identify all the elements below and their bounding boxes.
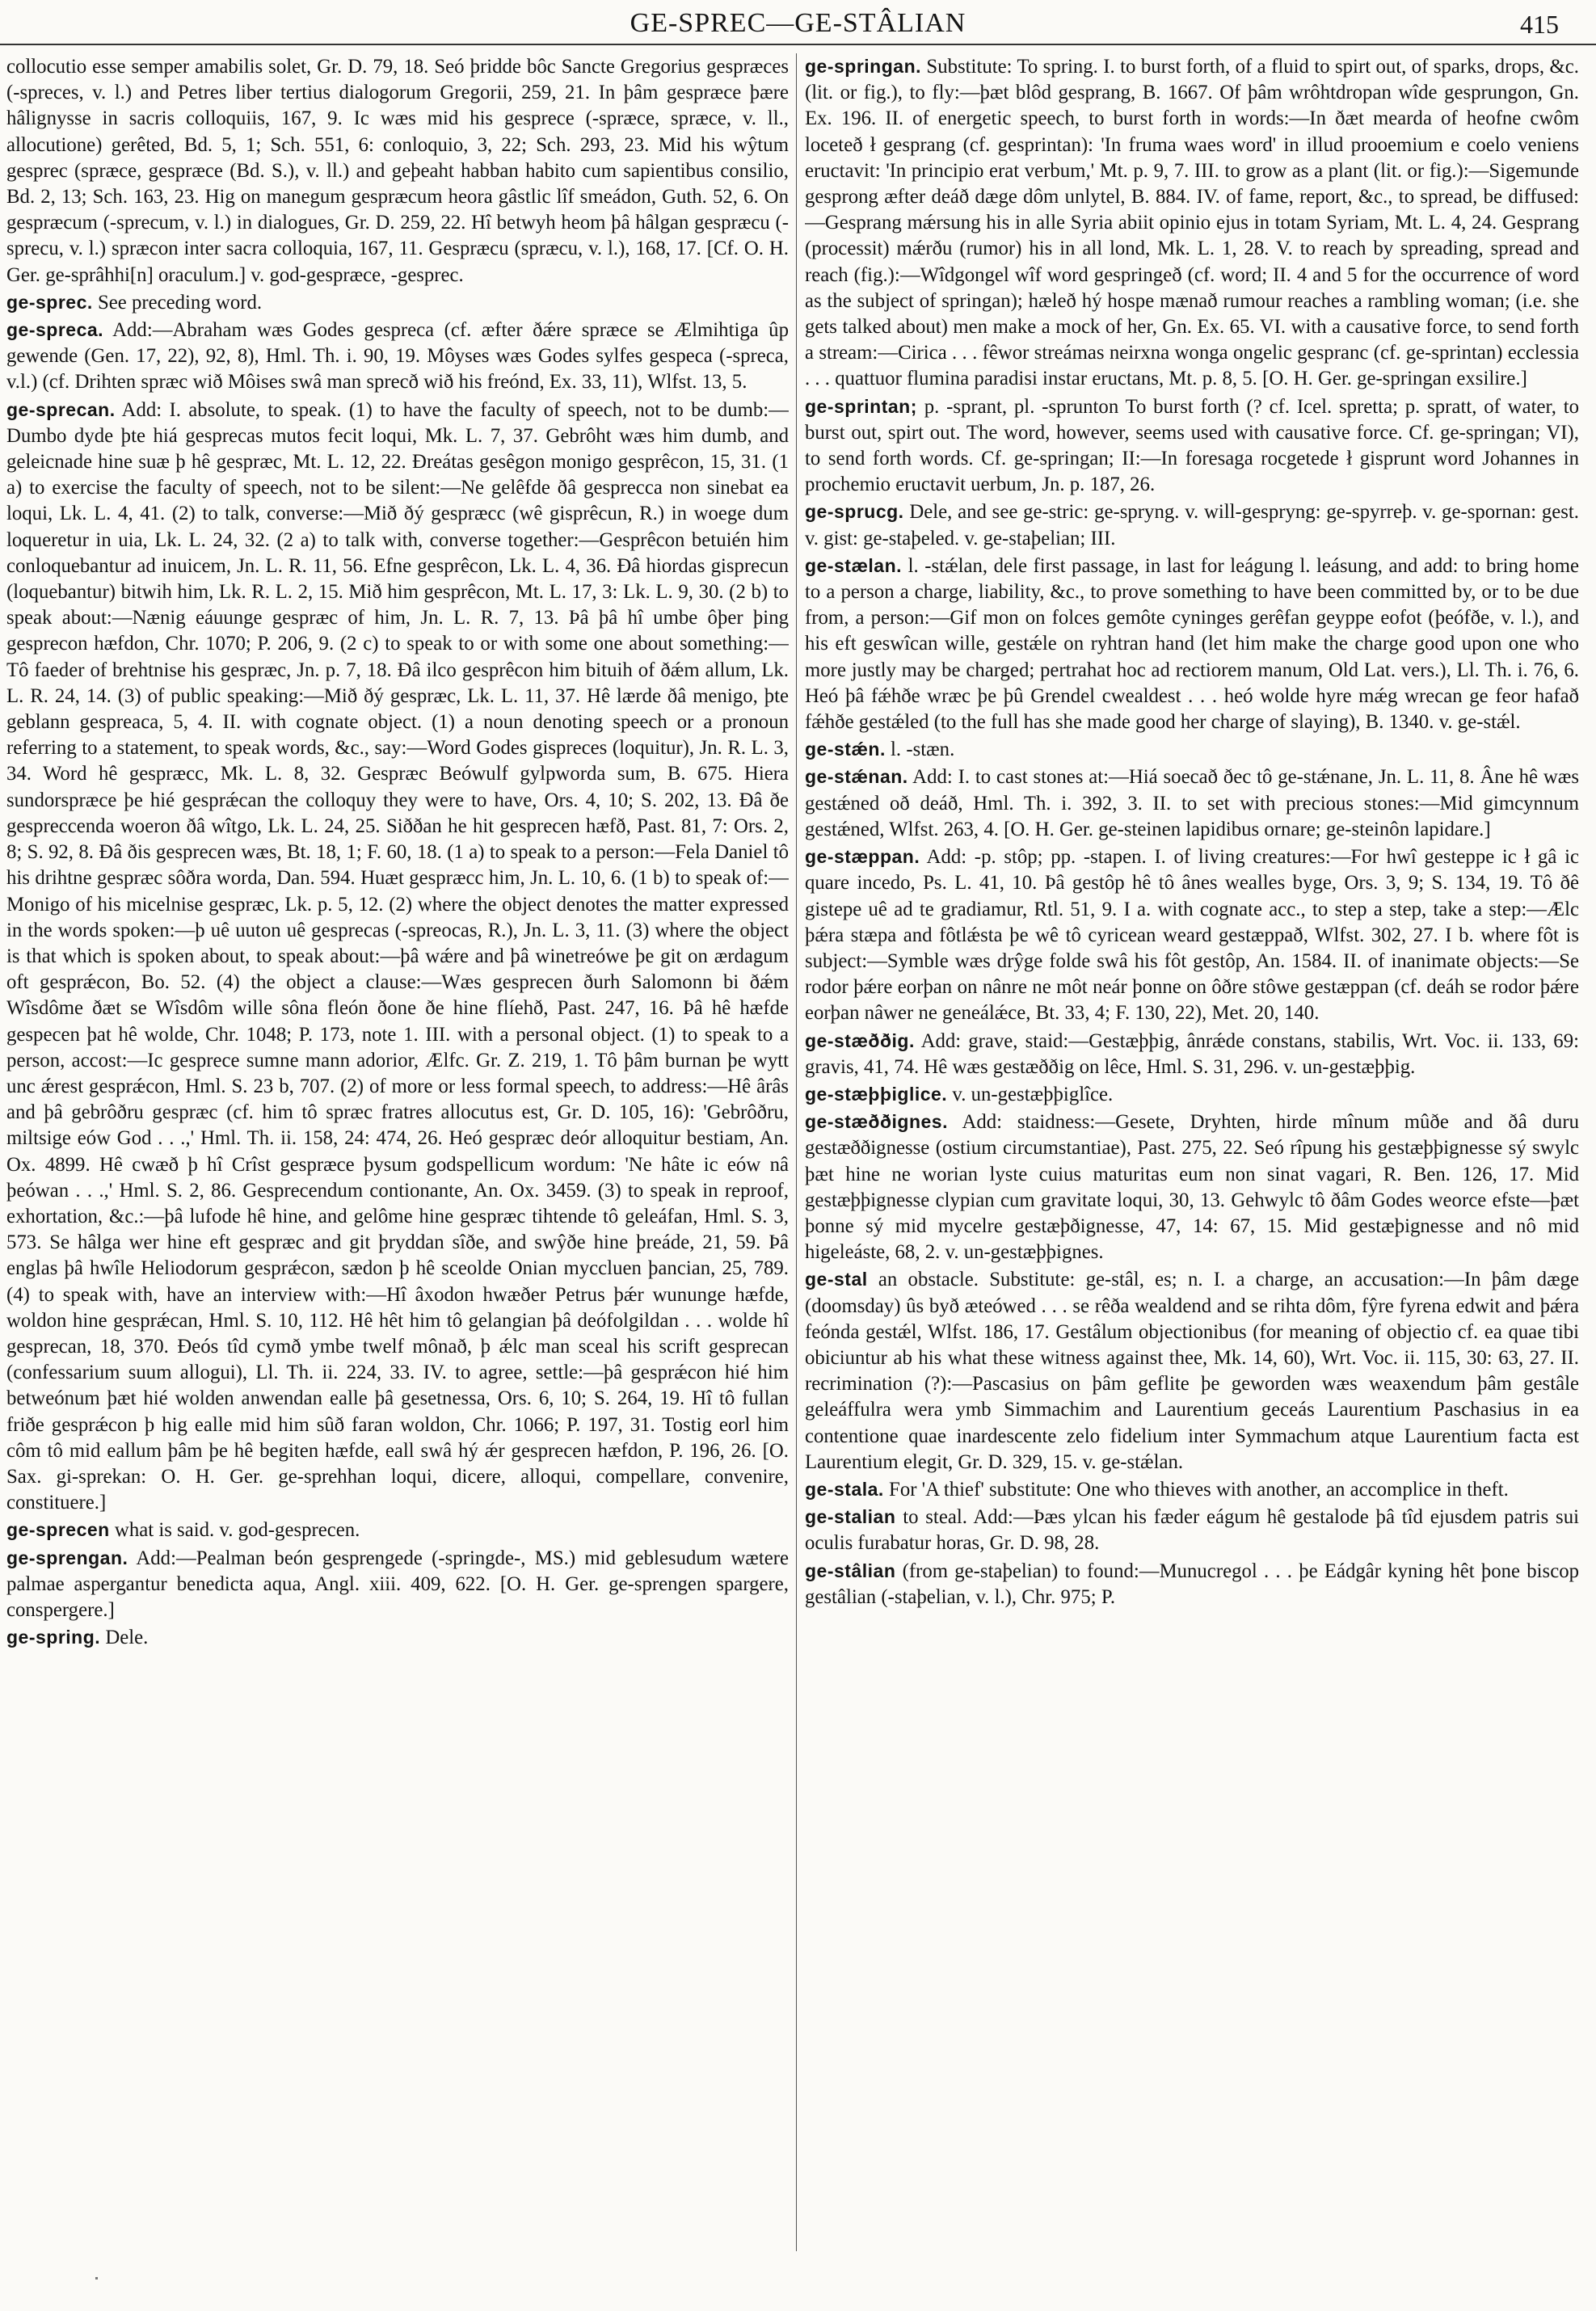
- dictionary-entry: [805, 1558, 1579, 1610]
- entry-text: Dele.: [105, 1627, 149, 1649]
- entry-text: (from ge-staþelian) to found:—Munucregol . . . þe Eádgâr kyning hêt þone biscop gestâlian (-staþelian, v. l.), Chr. 975; P.: [805, 1560, 1579, 1608]
- entry-text: Add: staidness:—Gesete, Dryhten, hirde mînum mûðe and ðâ duru gestæððignesse (ostium circumstantiae), Past. 275, 22. Seó rîpung his gestæþþignesse sý swylc þæt hine ne worian lyste cuius maturitas eum non sinat vagari, R. Ben. 126, 17. Mid gestæþþignesse clypian cum gravitate loqui, 30, 13. Gehwylc tô ðâm Godes weorce efste—þæt þonne sý mid mycelre gestæþðignesse, 47, 14: 67, 15. Mid gestæþignesse and nô mid higeleáste, 68, 2. v. un-gestæþþignes.: [805, 1111, 1579, 1264]
- entry-text: v. un-gestæþþiglîce.: [952, 1083, 1114, 1105]
- dictionary-entry: [805, 1504, 1579, 1556]
- running-head: [0, 5, 1596, 45]
- entry-text: Add:—Abraham wæs Godes gespreca (cf. æfter ðǽre spræce se Ælmihtiga ûp gewende (Gen. 17, 22), 92, 8), Hml. Th. i. 90, 19. Môyses wæs Godes sylfes gespeca (-spreca, v.l.) (cf. Drihten spræc wið Môises swâ man sprecð wið his freónd, Ex. 33, 11), Wlfst. 13, 5.: [6, 319, 789, 394]
- entry-text: an obstacle. Substitute: ge-stâl, es; n. I. a charge, an accusation:—In þâm dæge (doomsday) ûs byð æteówed . . . se rêða wealdend and se rihta dôm, fŷre fyrena edwit and þǽra feónda gestǽl, Wlfst. 186, 17. Gestâlum objectionibus (for meaning of objectio cf. ea quae tibi obiciuntur ab his what these witness against thee, Mk. 14, 60), Wrt. Voc. ii. 115, 30: 63, 27. II. recrimination (?):—Pascasius on þâm geflite þe geworden wæs weaxendum þâm gestâle geleáffulra wera ymb Simmachim and Laurentium geceás Laurentium Paschasius in ea contentione quae inardescente zelo fidelium inter Symmachum atque Laurentium facta est Laurentium elegit, Gr. D. 329, 15. v. ge-stǽlan.: [805, 1269, 1579, 1473]
- entry-text: l. -stǽlan, dele first passage, in last for leágung l. leásung, and add: to bring home to a person a charge, liability, &c., to prove something to have been committed by, or to be due from, a person:—Gif mon on folces gemôte cyninges gerêfan geyppe eofot (þeófðe, v. l.), and his eft geswîcan wille, gestǽle on ryhtran hand (let him make the charge good upon one who more justly may be charged; pertrahat hoc ad rectiorem manum, Old Lat. vers.), Ll. Th. i. 76, 6. Heó þâ fǽhðe wræc þe þû Grendel cwealdest . . . heó wolde hyre mǽg wrecan ge feor hafað fǽhðe gestǽled (to the full has she made good her charge of slaying), B. 1340. v. ge-stǽl.: [805, 554, 1579, 734]
- dictionary-entry: [6, 1624, 789, 1651]
- entry-headword: ge-stǽnan.: [805, 766, 908, 788]
- entry-headword: ge-sprec.: [6, 291, 93, 313]
- entry-headword: ge-stæppan.: [805, 846, 920, 868]
- entry-text: collocutio esse semper amabilis solet, Gr. D. 79, 18. Seó þridde bôc Sancte Gregorius gespræces (-spreces, v. l.) and Petres liber tertius dialogorum Gregorii, 259, 21. In þâm gespræce þære hâlignysse in sacris colloquiis, 167, 9. Ic wæs mid his gesprece (-spræce, spræce, v. ll., allocutione) gerêted, Bd. 5, 1; Sch. 551, 6: conloquio, 3, 22; Sch. 293, 23. Mid his wŷtum gesprec (spræce, gespræce (Bd. S.), v. ll.) and geþeaht habban habito cum sapientibus consilio, Bd. 2, 13; Sch. 163, 23. Hig on manegum gespræcum heora gâstlic lîf smeádon, Guth. 52, 6. On gespræcum (-sprecum, v. l.) in dialogues, Gr. D. 259, 22. Hî betwyh heom þâ hâlgan gespræcu (-sprecu, v. l.) spræcon inter sacra colloquia, 167, 11. Gespræcu (spræcu, v. l.), 168, 17. [Cf. O. H. Ger. ge-sprâhhi[n] oraculum.] v. god-gespræce, -gesprec.: [6, 56, 789, 286]
- entry-text: For 'A thief' substitute: One who thieves with another, an accomplice in theft.: [889, 1478, 1509, 1501]
- left-column: [6, 53, 789, 2235]
- dictionary-entry: [805, 394, 1579, 499]
- right-column: [805, 53, 1579, 2235]
- dictionary-entry: [6, 1545, 789, 1624]
- entry-text: Add:—Pealman beón gesprengede (-springde-, MS.) mid geblesudum wætere palmae aspergantur benedicta aqua, Angl. xiii. 409, 622. [O. H. Ger. ge-sprengen spargere, conspergere.]: [6, 1547, 789, 1621]
- entry-headword: ge-sprucg.: [805, 501, 904, 523]
- entry-headword: ge-stæþþiglice.: [805, 1083, 948, 1105]
- entry-headword: ge-stæððignes.: [805, 1111, 948, 1133]
- entry-text: See preceding word.: [97, 291, 263, 314]
- dictionary-entry: [805, 53, 1579, 393]
- entry-text: l. -stæn.: [891, 739, 955, 761]
- entry-headword: ge-stalian: [805, 1506, 896, 1528]
- entry-headword: ge-spreca.: [6, 319, 104, 341]
- print-speck: [95, 2277, 98, 2279]
- dictionary-entry: [805, 764, 1579, 843]
- dictionary-entry: [805, 553, 1579, 735]
- entry-text: Add: -p. stôp; pp. -stapen. I. of living creatures:—For hwî gesteppe ic ł gâ ic quare incedo, Ps. L. 41, 10. Þâ gestôp hê tô ânes wealles byge, Ors. 3, 9; S. 134, 19. Tô ðê gistepe uê ad te gradiamur, Rtl. 51, 9. I a. with cognate acc., to step a step, take a step:—Ælc þǽra stæpa and fôtlǽsta þe wê tô cyricean weard gestæppað, Wlfst. 302, 27. I b. where fôt is subject:—Symble wæs drŷge folde swâ his fôt gestôp, An. 1584. II. of inanimate objects:—Se rodor þǽre eorþan on nânre ne môt neár þonne on ôðre stôwe gestæppan (cf. deáh se rodor þǽre eorþan nâwer ne geneálǽce, Bt. 33, 4; F. 130, 22), Met. 20, 140.: [805, 846, 1579, 1025]
- dictionary-entry: [805, 844, 1579, 1026]
- dictionary-entry: [6, 1517, 789, 1543]
- dictionary-entry: [6, 53, 789, 288]
- entry-text: p. -sprant, pl. -sprunton To burst forth (? cf. Icel. spretta; p. spratt, of water, to burst out, spirt out. The word, however, seems used with causative force. Cf. ge-springan; VI), to send forth words. Cf. ge-springan; II:—In foresaga rocgetede ł gisprunt word Johannes in prochemio eructavit uerbum, Jn. p. 187, 26.: [805, 395, 1579, 496]
- entry-headword: ge-stæððig.: [805, 1029, 915, 1051]
- entry-headword: ge-stala.: [805, 1478, 884, 1500]
- page-footer-margin: [0, 2254, 1596, 2311]
- dictionary-entry: [6, 397, 789, 1517]
- entry-headword: ge-sprecan.: [6, 398, 116, 420]
- entry-text: Add: I. to cast stones at:—Hiá soecað ðec tô ge-stǽnane, Jn. L. 11, 8. Âne hê wæs gestǽned oð deáð, Hml. Th. i. 392, 3. II. to set with precious stones:—Mid gimcynnum gestǽned, Wlfst. 263, 4. [O. H. Ger. ge-steinen lapidibus ornare; ge-steinôn lapidare.]: [805, 766, 1579, 840]
- entry-headword: ge-stǽn.: [805, 739, 886, 760]
- entry-headword: ge-stælan.: [805, 554, 903, 576]
- entry-headword: ge-sprecen: [6, 1519, 110, 1541]
- dictionary-entry: [6, 317, 789, 396]
- entry-headword: ge-stâlian: [805, 1560, 896, 1581]
- entry-headword: ge-springan.: [805, 56, 922, 77]
- dictionary-entry: [805, 1266, 1579, 1475]
- dictionary-entry: [805, 1109, 1579, 1265]
- dictionary-entry: [805, 736, 1579, 763]
- dictionary-entry: [805, 1081, 1579, 1108]
- entry-headword: ge-spring.: [6, 1627, 101, 1648]
- entry-text: what is said. v. god-gesprecen.: [114, 1519, 360, 1542]
- entry-headword: ge-sprintan;: [805, 395, 917, 417]
- entry-text: Substitute: To spring. I. to burst forth, of a fluid to spirt out, of sparks, drops, &c. (lit. or fig.), to fly:—þæt blôd gesprang, B. 1667. Of þâm wrôhtdropan wîde gesprungon, Gn. Ex. 196. II. of energetic speech, to burst forth in words:—In ðæt mearda of heofne cwôm loceteð ł gesprang (cf. gesprintan): 'In fruma waes word' in illud prooemium e coelo veniens eructavit: 'In principio erat verbum,' Mt. p. 9, 7. III. to grow as a plant (lit. or fig.):—Sigemunde gesprong æfter deáð dæge dôm unlytel, B. 884. IV. of fame, report, &c., to spread, be diffused:—Gesprang mǽrsung his in alle Syria abiit opinio ejus in totam Syriam, Mt. L. 4, 24. Gesprang (processit) mǽrðu (rumor) his in all lond, Mk. L. 1, 28. V. to reach by spreading, spread and reach (fig.):—Wîdgongel wîf word gespringeð (cf. word; II. 4 and 5 for the occurrence of word as the subject of springan); hæleð hý hospe mænað rumour reaches a rambling woman; (i.e. she gets talked about) men make a mock of her, Gn. Ex. 65. VI. with a causative force, to send forth a stream:—Cirica . . . fêwor streámas neirxna wonga ongelic gespranc (cf. ge-sprintan) ecclessia . . . quattuor flumina paradisi instar eructans, Mt. p. 8, 5. [O. H. Ger. ge-springan exsilire.]: [805, 56, 1579, 390]
- entry-text: Add: I. absolute, to speak. (1) to have the faculty of speech, not to be dumb:—Dumbo dyde þte hiá gesprecas mutos fecit loqui, Mk. L. 7, 37. Gebrôht wæs him dumb, and geleicnade hine suæ þ hê gespræc, Mt. L. 12, 22. Ðreátas gesêgon monigo gesprêcon, 15, 31. (1 a) to exercise the faculty of speech, not to be silent:—Ne gelêfde ðâ gesprecca non sinebat ea loqui, Lk. L. 4, 41. (2) to talk, converse:—Mið ðý gespræcc (wê gisprêcun, R.) in woege dum loqueretur in uia, Lk. L. 24, 32. (2 a) to talk with, converse together:—Gesprêcon betuién him conloquebantur ad inuicem, Jn. L. R. 11, 56. Efne gesprêcon, Lk. L. 4, 36. Ðâ hiordas gisprecun (loquebantur) bitwih him, Lk. R. L. 2, 15. Mið him gesprêcon, Mt. L. 17, 3: Lk. L. 9, 30. (2 b) to speak about:—Nænig eáuunge gespræc of him, Jn. L. R. 7, 13. Þâ þâ hî umbe ôþer þing gesprecon hæfdon, Chr. 1070; P. 206, 9. (2 c) to speak to or with some one about something:—Tô faeder of brehtnise his gespræc, Jn. p. 7, 18. Ðâ ilco gesprêcon him bituih of ðǽm allum, Lk. L. R. 24, 14. (3) of public speaking:—Mið ðý gespræc, Lk. L. 11, 37. Hê lærde ðâ menigo, þte geblann gespreaca, 5, 4. II. with cognate object. (1) a noun denoting speech or a pronoun referring to a statement, to speak words, &c., say:—Word Godes gispreces (loquitur), Jn. R. L. 3, 34. Word hê gespræcc, Mk. L. 8, 32. Gespræc Beówulf gylpworda sum, B. 675. Hiera sundorspræce þe hié gesprǽcan the colloquy they were to have, Ors. 4, 10; S. 202, 13. Ðâ ðe gespreccenda woeron ðâ wîtgo, Lk. L. 24, 25. Siððan he hit gesprecen hæfð, Past. 81, 7: Ors. 2, 8; S. 92, 8. Ðâ ðis gesprecen wæs, Bt. 18, 1; F. 60, 18. (1 a) to speak to a person:—Fela Daniel tô his drihtne gespræc sôðra worda, Dan. 594. Huæt gespræcc him, Jn. L. 10, 6. (1 b) to speak of:—Monigo of his micelnise gespræc, Lk. p. 5, 12. (2) where the object denotes the matter expressed in the words spoken:—þ uê uuton uê gesprecas (-spreocas, R.), Jn. L. 3, 11. (3) where the object is that which is spoken about, to speak about:—þâ wǽre and þâ winetreówe þe git on ærdagum oft gesprǽcon, Bo. 52. (4) the object a clause:—Wæs gesprecen ðurh Salomonn bi ðǽm Wîsdôme ðæt se Wîsdôm wille sôna fleón ðone ðe hine flíehð, Past. 247, 16. Þâ hê hæfde gespecen þat hê wolde, Chr. 1048; P. 173, note 1. III. with a personal object. (1) to speak to a person, accost:—Ic gesprece sumne mann adorior, Ælfc. Gr. Z. 219, 1. Tô þâm burnan þe wytt unc ǽrest gesprǽcon, Hml. S. 23 b, 707. (2) of more or less formal speech, to address:—Hê ârâs and þâ gebrôðru gespræc (cf. him tô spræc fratres allocutus est, Gr. D. 105, 16): 'Gebrôðru, miltsige eów God . . .,' Hml. Th. ii. 158, 24: 474, 26. Heó gespræc deór alloquitur bestiam, An. Ox. 4899. Hê cwæð þ hî Crîst gespræce þysum godspellicum wordum: 'Ne hâte ic eów nâ þeówan . . .,' Hml. S. 2, 86. Gesprecendum contionante, An. Ox. 3459. (3) to speak in reproof, exhortation, &c.:—þâ lufode hê hine, and gelôme hine gespræc tihtende tô geleáfan, Hml. S. 3, 573. Se hâlga wer hine eft gespræc and git þryddan sîðe, and swŷðe hine þreáde, 21, 59. Þâ englas þâ hwîle Heliodorum gesprǽcon, sædon þ hê sceolde Onian myccluen þancian, 25, 789. (4) to speak with, have an interview with:—Hî âxodon hwæðer Petrus þǽr wununge hæfde, woldon hine gesprǽcan, Hml. S. 10, 112. Hê hêt him tô gelangian þâ deófolgildan . . . wolde hî gesprecan, 18, 370. Ðeós tîd cymð ymbe twelf mônað, þ ǽlc man sceal his scrift gesprecan (confessarium suum allogui), Ll. Th. ii. 224, 33. IV. to agree, settle:—þâ gesprǽcon hié him betweónum þæt hié wolden anwendan ealle þâ gesetnessa, Ors. 6, 10; S. 264, 19. Hî tô fullan friðe gesprǽcon þ hig ealle mid him sûð faran woldon, Chr. 1066; P. 197, 31. Tostig eorl him côm tô mid eallum þâm þe hê begiten hæfde, eall swâ hý ǽr gesprecen hæfdon, P. 196, 26. [O. Sax. gi-sprekan: O. H. Ger. ge-sprehhan loqui, dicere, alloqui, compellare, convenire, constituere.]: [6, 398, 789, 1514]
- entry-text: to steal. Add:—Þæs ylcan his fæder eágum hê gestalode þâ tîd ejusdem patris sui oculis furabatur horas, Gr. D. 98, 28.: [805, 1506, 1579, 1555]
- page-number: 415: [1520, 10, 1559, 39]
- dictionary-entry: [6, 289, 789, 316]
- dictionary-entry: [805, 499, 1579, 551]
- dictionary-entry: [805, 1028, 1579, 1080]
- column-divider: [796, 53, 797, 2251]
- entry-text: Dele, and see ge-stric: ge-spryng. v. will-gespryng: ge-spyrreþ. v. ge-spornan: gest. v. gist: ge-staþeled. v. ge-staþelian; III.: [805, 501, 1579, 549]
- page-title: GE-SPREC—GE-STÂLIAN: [630, 8, 966, 38]
- entry-text: Add: grave, staid:—Gestæþþig, ânrǽde constans, stabilis, Wrt. Voc. ii. 133, 69: gravis, 41, 74. Hê wæs gestæððig on lêce, Hml. S. 31, 296. v. un-gestæþþig.: [805, 1029, 1579, 1078]
- entry-headword: ge-sprengan.: [6, 1547, 128, 1568]
- dictionary-entry: [805, 1476, 1579, 1503]
- entry-headword: ge-stal: [805, 1269, 868, 1290]
